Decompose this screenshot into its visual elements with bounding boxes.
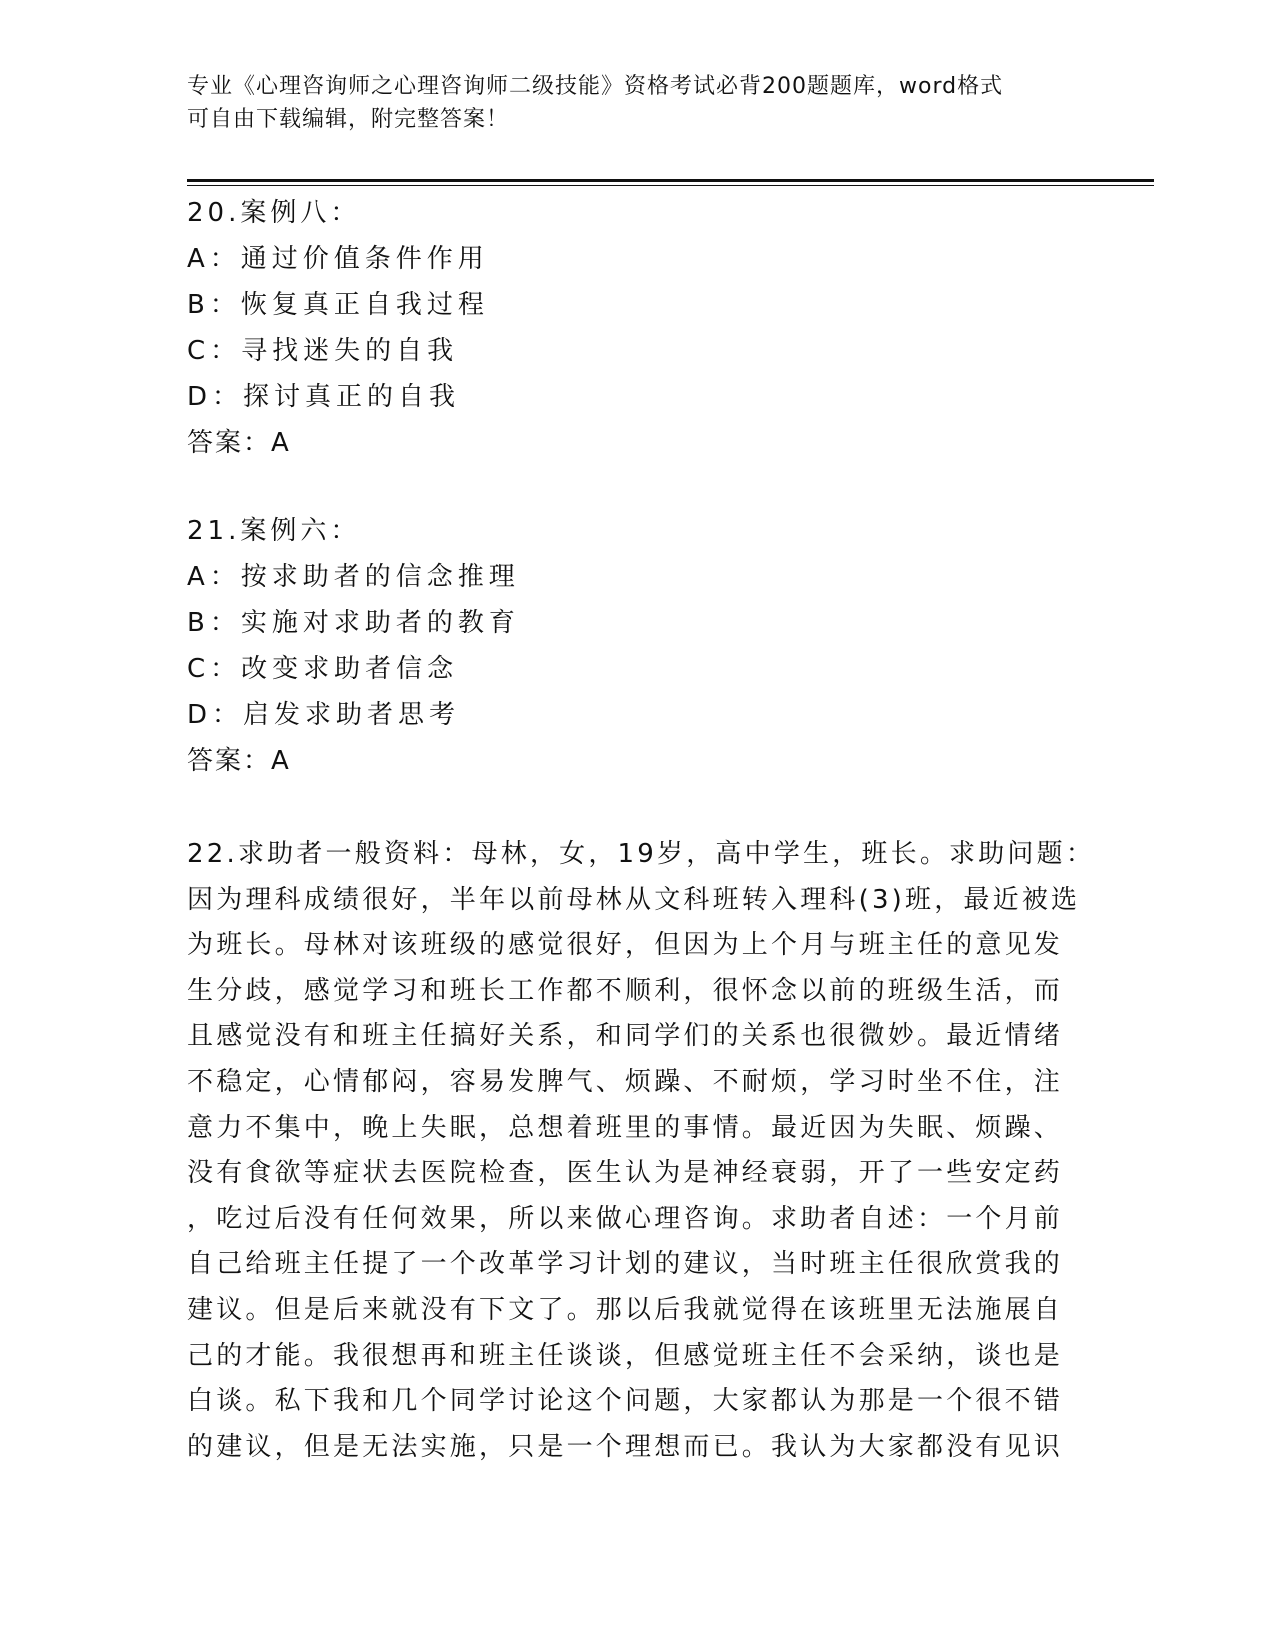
paragraph-line: 因为理科成绩很好，半年以前母林从文科班转入理科(3)班，最近被选 (187, 884, 1081, 915)
header-line-1: 专业《心理咨询师之心理咨询师二级技能》资格考试必背200题题库，word格式 (187, 74, 1004, 99)
question-stem: 20.案例八： (187, 198, 361, 228)
option-b: B：恢复真正自我过程 (187, 290, 489, 320)
answer: 答案：A (187, 428, 291, 458)
header-line-2: 可自由下载编辑，附完整答案！ (187, 107, 510, 132)
paragraph-line: 为班长。母林对该班级的感觉很好，但因为上个月与班主任的意见发 (187, 930, 1064, 961)
question-20 (187, 190, 1067, 466)
header-rule-thin (187, 185, 1154, 186)
question-content (187, 190, 1096, 1470)
paragraph-line: 自己给班主任提了一个改革学习计划的建议，当时班主任很欣赏我的 (187, 1249, 1064, 1280)
paragraph-line: 没有食欲等症状去医院检查，医生认为是神经衰弱，开了一些安定药 (187, 1158, 1064, 1189)
paragraph-line: 且感觉没有和班主任搞好关系，和同学们的关系也很微妙。最近情绪 (187, 1021, 1064, 1052)
paragraph-line: 22.求助者一般资料：母林，女，19岁，高中学生，班长。求助问题： (187, 839, 1096, 869)
question-21 (187, 508, 1067, 784)
paragraph-line: 建议。但是后来就没有下文了。那以后我就觉得在该班里无法施展自 (187, 1294, 1064, 1325)
option-d: D：启发求助者思考 (187, 700, 461, 730)
paragraph-line: 己的才能。我很想再和班主任谈谈，但感觉班主任不会采纳，谈也是 (187, 1340, 1064, 1371)
option-c: C：寻找迷失的自我 (187, 336, 459, 366)
option-a: A：通过价值条件作用 (187, 244, 489, 274)
paragraph-line: 白谈。私下我和几个同学讨论这个问题，大家都认为那是一个很不错 (187, 1386, 1064, 1417)
option-b: B：实施对求助者的教育 (187, 608, 520, 638)
question-22 (187, 832, 1096, 1470)
paragraph-line: ，吃过后没有任何效果，所以来做心理咨询。求助者自述：一个月前 (187, 1203, 1064, 1234)
option-d: D：探讨真正的自我 (187, 382, 461, 412)
question-stem: 21.案例六： (187, 516, 361, 546)
answer: 答案：A (187, 746, 291, 776)
header-rule-thick (187, 179, 1154, 182)
document-header (187, 70, 1067, 136)
option-c: C：改变求助者信念 (187, 654, 459, 684)
paragraph-line: 的建议，但是无法实施，只是一个理想而已。我认为大家都没有见识 (187, 1431, 1064, 1462)
option-a: A：按求助者的信念推理 (187, 562, 520, 592)
paragraph-line: 生分歧，感觉学习和班长工作都不顺利，很怀念以前的班级生活，而 (187, 975, 1064, 1006)
paragraph-line: 意力不集中，晚上失眠，总想着班里的事情。最近因为失眠、烦躁、 (187, 1112, 1064, 1143)
paragraph-line: 不稳定，心情郁闷，容易发脾气、烦躁、不耐烦，学习时坐不住，注 (187, 1066, 1064, 1097)
